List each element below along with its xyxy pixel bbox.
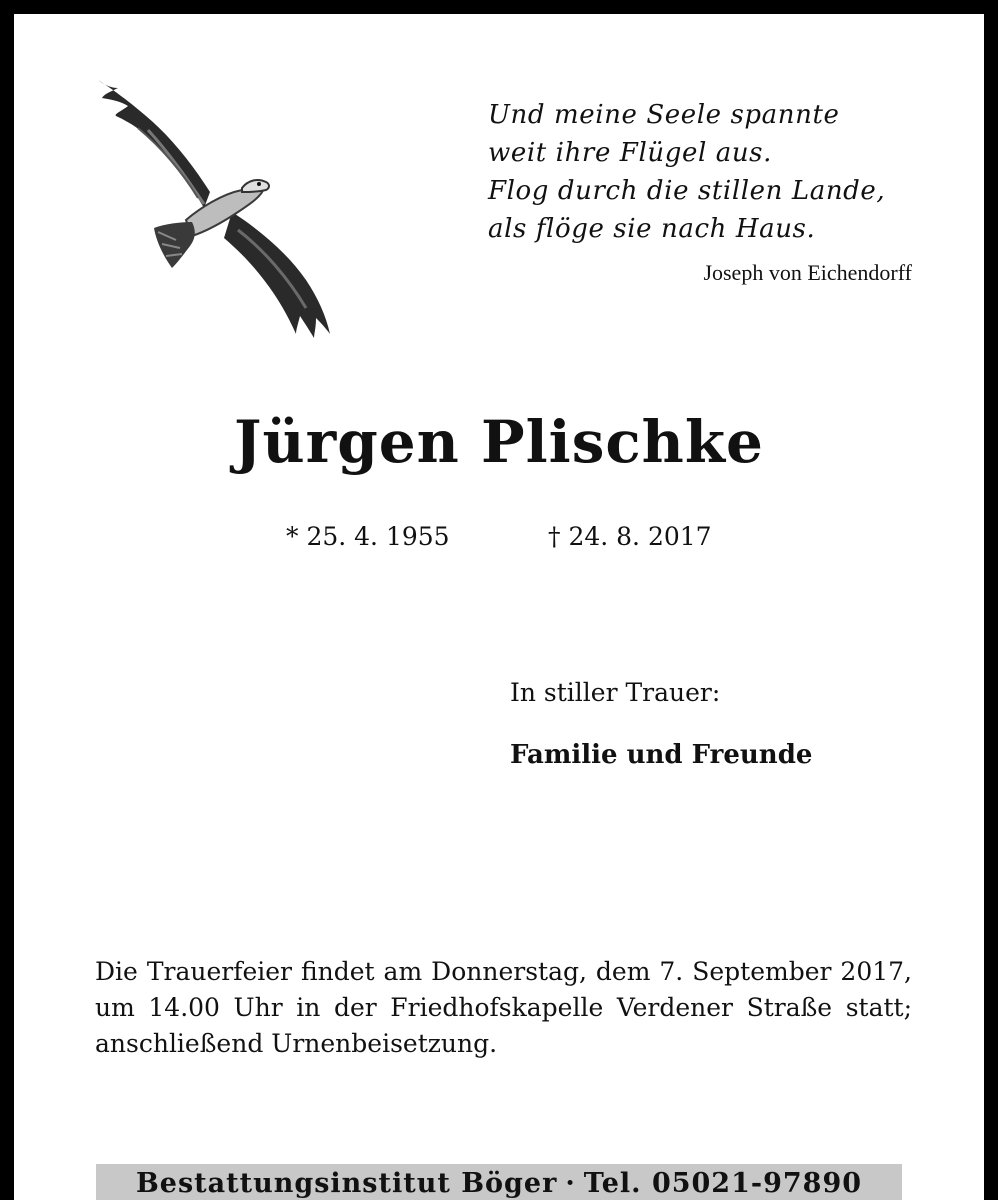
funeral-home-name: Bestattungsinstitut Böger: [135, 1168, 558, 1199]
death-date: † 24. 8. 2017: [548, 522, 712, 551]
mourning-label: In stiller Trauer:: [510, 678, 721, 707]
poem-line: als flöge sie nach Haus.: [488, 214, 816, 244]
poem-line: Flog durch die stillen Lande,: [488, 176, 886, 206]
flying-bird-icon: [92, 72, 338, 340]
mourners: Familie und Freunde: [510, 740, 813, 770]
funeral-home-phone: Tel. 05021-97890: [583, 1168, 863, 1199]
service-announcement: Die Trauerfeier findet am Donnerstag, dem 7. September 2017, um 14.00 Uhr in der Friedhofskapelle Verdener Straße statt; anschließend Urnenbeisetzung.: [95, 957, 912, 1058]
poem: [488, 96, 928, 248]
deceased-name: Jürgen Plischke: [234, 408, 764, 476]
funeral-home-footer: [96, 1164, 902, 1200]
poem-line: Und meine Seele spannte: [488, 100, 840, 130]
birth-date: * 25. 4. 1955: [286, 522, 450, 551]
footer-separator: ·: [565, 1168, 576, 1199]
poem-line: weit ihre Flügel aus.: [488, 138, 772, 168]
poem-author: Joseph von Eichendorff: [703, 260, 912, 285]
